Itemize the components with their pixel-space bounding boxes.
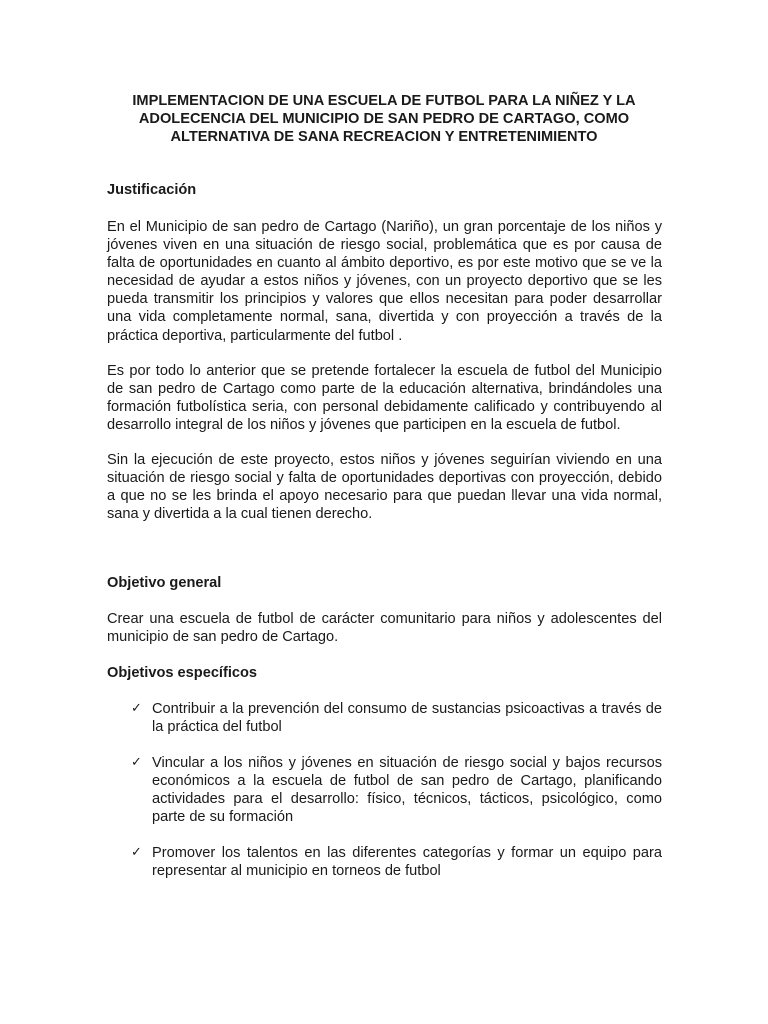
section-heading-justificacion: Justificación [107,182,197,198]
paragraph-justificacion-1: En el Municipio de san pedro de Cartago (Nariño), un gran porcentaje de los niños y jóvenes viven en una situación de riesgo social, problemática que es por causa de falta de oportunidades en cuanto al ámbito deportivo, es por este motivo que se ve la necesidad de ayudar a estos niños y jóvenes, con un proyecto deportivo que se les pueda transmitir los principios y valores que ellos necesitan para poder desarrollar una vida completamente normal, sana, divertida y con proyección a través de la práctica deportiva, particularmente del futbol . [107,219,662,344]
list-item-text: Vincular a los niños y jóvenes en situación de riesgo social y bajos recursos económicos a la escuela de futbol de san pedro de Cartago, planificando actividades para el desarrollo: físico, técnicos, tácticos, psicológico, como parte de su formación [152,754,662,825]
paragraph-objetivo-general: Crear una escuela de futbol de carácter comunitario para niños y adolescentes del municipio de san pedro de Cartago. [107,611,662,646]
document-title: IMPLEMENTACION DE UNA ESCUELA DE FUTBOL PARA LA NIÑEZ Y LA ADOLECENCIA DEL MUNICIPIO DE SAN PEDRO DE CARTAGO, COMO ALTERNATIVA DE SANA RECREACION Y ENTRETENIMIENTO [132,93,636,145]
checkmark-icon: ✓ [131,754,142,770]
objetivos-especificos-list [107,700,662,897]
list-item [107,844,662,880]
list-item-text: Contribuir a la prevención del consumo de sustancias psicoactivas a través de la práctica del futbol [152,701,662,736]
list-item [107,754,662,826]
checkmark-icon: ✓ [131,701,142,716]
list-item [107,700,662,736]
section-heading-objetivo-general: Objetivo general [107,575,222,591]
list-item-text: Promover los talentos en las diferentes categorías y formar un equipo para representar al municipio en torneos de futbol [152,844,662,879]
paragraph-justificacion-3: Sin la ejecución de este proyecto, estos niños y jóvenes seguirían viviendo en una situación de riesgo social y falta de oportunidades deportivas con proyección, debido a que no se les brinda el apoyo necesario para que puedan llevar una vida normal, sana y divertida a la cual tienen derecho. [107,452,662,523]
section-heading-objetivos-especificos: Objetivos específicos [107,665,258,681]
checkmark-icon: ✓ [131,844,142,860]
paragraph-justificacion-2: Es por todo lo anterior que se pretende fortalecer la escuela de futbol del Municipio de san pedro de Cartago como parte de la educación alternativa, brindándoles una formación futbolística seria, con personal debidamente calificado y contribuyendo al desarrollo integral de los niños y jóvenes que participen en la escuela de futbol. [107,363,662,434]
